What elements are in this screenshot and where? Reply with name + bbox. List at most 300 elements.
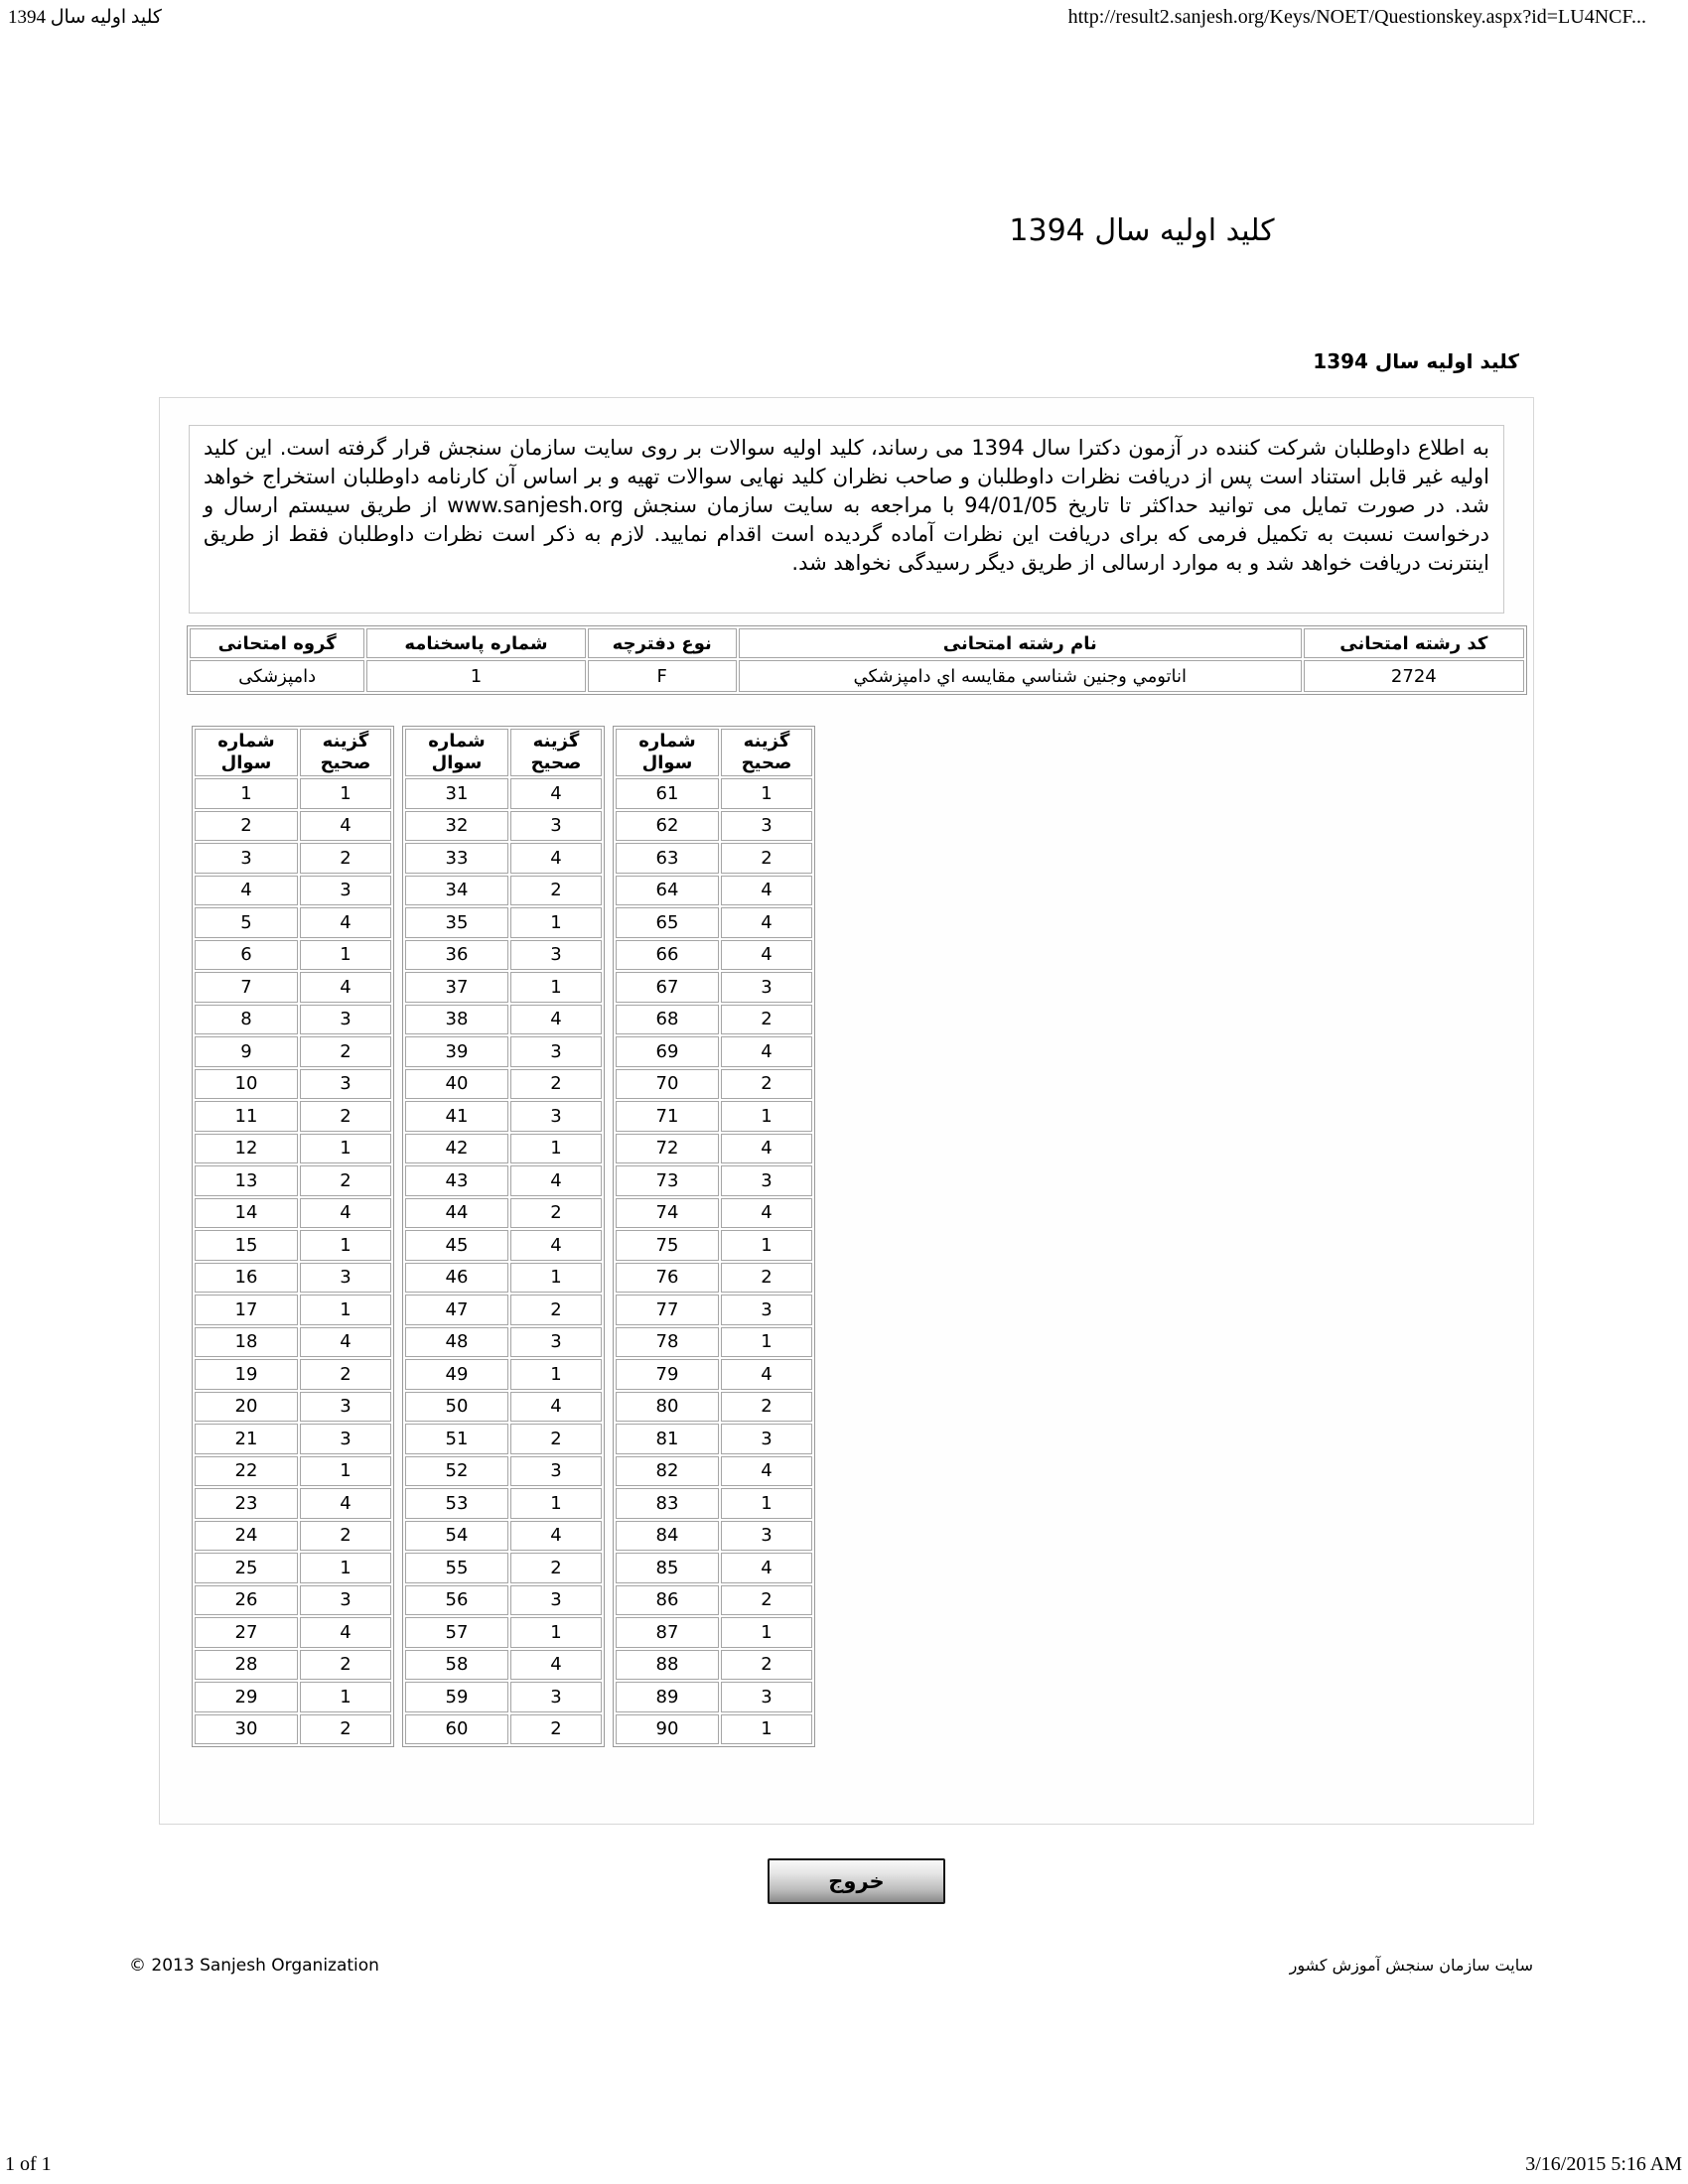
answer-row: [405, 1682, 602, 1712]
answer-row: [195, 907, 391, 938]
correct-option: 1: [721, 1488, 812, 1519]
question-number: 86: [616, 1585, 719, 1616]
correct-option: 3: [510, 1036, 602, 1067]
correct-option: 1: [721, 1230, 812, 1261]
question-number: 42: [405, 1134, 508, 1164]
answer-header-row: [195, 729, 391, 776]
correct-option: 1: [300, 778, 391, 809]
answer-row: [405, 778, 602, 809]
print-datetime: 3/16/2015 5:16 AM: [1525, 2153, 1682, 2175]
correct-option: 2: [721, 1263, 812, 1294]
answer-row: [405, 972, 602, 1003]
answer-row: [195, 1230, 391, 1261]
correct-option: 1: [510, 1134, 602, 1164]
question-number: 32: [405, 811, 508, 842]
answer-row: [405, 1036, 602, 1067]
page-number: 1 of 1: [5, 2153, 52, 2175]
print-header-url: http://result2.sanjesh.org/Keys/NOET/Questionskey.aspx?id=LU4NCF...: [1067, 6, 1646, 28]
question-number: 69: [616, 1036, 719, 1067]
question-number: 18: [195, 1327, 298, 1358]
answer-row: [195, 1069, 391, 1100]
info-header-row: [190, 628, 1524, 658]
page-title: کلید اولیه سال 1394: [1009, 213, 1275, 248]
question-number: 8: [195, 1005, 298, 1035]
question-number: 71: [616, 1101, 719, 1132]
question-number: 46: [405, 1263, 508, 1294]
answer-row: [405, 1295, 602, 1325]
question-number: 22: [195, 1456, 298, 1487]
value-exam-code: 2724: [1304, 660, 1524, 692]
value-booklet-type: F: [588, 660, 737, 692]
correct-option: 1: [510, 1263, 602, 1294]
header-answersheet-number: شماره پاسخنامه: [366, 628, 585, 658]
correct-option: 1: [721, 1101, 812, 1132]
answer-row: [616, 1134, 812, 1164]
answer-row: [195, 843, 391, 874]
value-exam-group: دامپزشکی: [190, 660, 364, 692]
answer-row: [616, 876, 812, 906]
answer-row: [405, 1553, 602, 1583]
question-number: 79: [616, 1359, 719, 1390]
answer-row: [195, 778, 391, 809]
correct-option: 3: [721, 1165, 812, 1196]
answer-row: [195, 1198, 391, 1229]
correct-option: 3: [510, 1101, 602, 1132]
answer-row: [616, 940, 812, 971]
correct-option: 1: [721, 1327, 812, 1358]
correct-option: 3: [721, 1295, 812, 1325]
correct-option: 3: [510, 811, 602, 842]
correct-option: 2: [300, 1650, 391, 1681]
question-number: 80: [616, 1392, 719, 1423]
correct-option: 2: [510, 1714, 602, 1745]
answer-row: [195, 1005, 391, 1035]
answer-row: [195, 1134, 391, 1164]
correct-option: 1: [300, 1295, 391, 1325]
correct-option: 3: [721, 811, 812, 842]
answer-row: [616, 811, 812, 842]
question-number: 90: [616, 1714, 719, 1745]
question-number: 27: [195, 1617, 298, 1648]
question-number: 63: [616, 843, 719, 874]
correct-option: 3: [510, 1327, 602, 1358]
correct-option: 2: [510, 1295, 602, 1325]
answer-row: [616, 907, 812, 938]
correct-option: 4: [300, 1327, 391, 1358]
correct-option: 3: [510, 1456, 602, 1487]
correct-option: 4: [510, 1230, 602, 1261]
question-number: 6: [195, 940, 298, 971]
question-number: 51: [405, 1424, 508, 1454]
correct-option: 2: [300, 1101, 391, 1132]
correct-option: 3: [510, 1682, 602, 1712]
answer-row: [405, 1424, 602, 1454]
question-number: 40: [405, 1069, 508, 1100]
correct-option: 2: [510, 1069, 602, 1100]
answer-row: [405, 1521, 602, 1552]
question-number: 66: [616, 940, 719, 971]
question-number: 29: [195, 1682, 298, 1712]
correct-option: 4: [721, 1553, 812, 1583]
question-number: 50: [405, 1392, 508, 1423]
question-number: 36: [405, 940, 508, 971]
page-subtitle: کلید اولیه سال 1394: [1313, 349, 1519, 373]
correct-option: 3: [300, 1392, 391, 1423]
question-number-header: شماره سوال: [195, 729, 298, 776]
answer-row: [195, 1424, 391, 1454]
answer-row: [616, 1295, 812, 1325]
answer-row: [616, 1036, 812, 1067]
correct-option: 1: [300, 1682, 391, 1712]
notice-text: به اطلاع داوطلبان شرکت کننده در آزمون دکترا سال 1394 می رساند، کلید اولیه سوالات بر روی سایت سازمان سنجش قرار گرفته است. این کلید اولیه غیر قابل استناد است پس از دریافت نظرات داوطلبان و صاحب نظران کلید نهایی سوالات تهیه و بر اساس آن کارنامه داوطلبان استخراج خواهد شد. در صورت تمایل می توانید حداکثر تا تاریخ 94/01/05 با مراجعه به سایت سازمان سنجش www.sanjesh.org از طریق سیستم ارسال و درخواست نسبت به تکمیل فرمی که برای دریافت این نظرات آماده گردیده است اقدام نمایید. لازم به ذکر است نظرات داوطلبان فقط از طریق اینترنت دریافت خواهد شد و به موارد ارسالی از طریق دیگر رسیدگی نخواهد شد.: [204, 436, 1490, 575]
question-number: 13: [195, 1165, 298, 1196]
question-number: 44: [405, 1198, 508, 1229]
answer-row: [616, 843, 812, 874]
answer-row: [616, 1327, 812, 1358]
correct-option: 4: [510, 778, 602, 809]
question-number: 89: [616, 1682, 719, 1712]
answer-row: [195, 1553, 391, 1583]
correct-option: 1: [300, 1134, 391, 1164]
correct-option: 2: [300, 843, 391, 874]
question-number: 37: [405, 972, 508, 1003]
question-number: 34: [405, 876, 508, 906]
answer-row: [195, 811, 391, 842]
answer-row: [616, 1553, 812, 1583]
correct-option: 4: [510, 1392, 602, 1423]
question-number-header: شماره سوال: [405, 729, 508, 776]
question-number: 47: [405, 1295, 508, 1325]
answer-row: [405, 1165, 602, 1196]
answer-table-3: [613, 726, 815, 1747]
question-number: 74: [616, 1198, 719, 1229]
correct-option: 1: [721, 778, 812, 809]
answer-row: [195, 1585, 391, 1616]
correct-option: 1: [300, 1456, 391, 1487]
question-number: 10: [195, 1069, 298, 1100]
answer-row: [616, 1714, 812, 1745]
question-number: 82: [616, 1456, 719, 1487]
answer-row: [616, 1005, 812, 1035]
correct-option: 3: [721, 1682, 812, 1712]
correct-option: 4: [510, 1005, 602, 1035]
question-number: 4: [195, 876, 298, 906]
answer-row: [616, 1359, 812, 1390]
notice-box: [189, 425, 1504, 614]
correct-option: 4: [721, 940, 812, 971]
question-number: 76: [616, 1263, 719, 1294]
correct-option: 3: [300, 1424, 391, 1454]
correct-option: 1: [300, 940, 391, 971]
question-number: 25: [195, 1553, 298, 1583]
question-number: 56: [405, 1585, 508, 1616]
answer-row: [195, 876, 391, 906]
correct-option: 1: [300, 1230, 391, 1261]
answer-row: [616, 1069, 812, 1100]
answer-row: [405, 1392, 602, 1423]
question-number: 1: [195, 778, 298, 809]
question-number: 49: [405, 1359, 508, 1390]
question-number: 83: [616, 1488, 719, 1519]
question-number: 33: [405, 843, 508, 874]
correct-option: 4: [300, 1488, 391, 1519]
info-value-row: [190, 660, 1524, 692]
correct-option: 3: [721, 1424, 812, 1454]
correct-option: 3: [510, 940, 602, 971]
content-box: [159, 397, 1534, 1825]
question-number: 84: [616, 1521, 719, 1552]
answer-row: [405, 907, 602, 938]
correct-option: 4: [721, 1198, 812, 1229]
answer-row: [405, 1714, 602, 1745]
footer-site-name: سایت سازمان سنجش آموزش کشور: [1289, 1956, 1533, 1975]
answer-row: [405, 940, 602, 971]
header-field-name: نام رشته امتحانی: [739, 628, 1302, 658]
question-number: 78: [616, 1327, 719, 1358]
question-number: 35: [405, 907, 508, 938]
correct-option: 1: [300, 1553, 391, 1583]
answer-header-row: [405, 729, 602, 776]
question-number: 23: [195, 1488, 298, 1519]
answer-row: [405, 1069, 602, 1100]
correct-option: 4: [721, 907, 812, 938]
answer-row: [195, 1488, 391, 1519]
correct-option: 2: [510, 1198, 602, 1229]
question-number: 38: [405, 1005, 508, 1035]
question-number: 73: [616, 1165, 719, 1196]
question-number: 45: [405, 1230, 508, 1261]
correct-option: 3: [721, 1521, 812, 1552]
answer-row: [195, 972, 391, 1003]
answer-row: [405, 811, 602, 842]
correct-option: 4: [300, 1198, 391, 1229]
correct-option: 1: [721, 1617, 812, 1648]
correct-option: 4: [721, 876, 812, 906]
footer-copyright: © 2013 Sanjesh Organization: [129, 1956, 379, 1976]
correct-option: 4: [721, 1036, 812, 1067]
correct-option: 4: [300, 1617, 391, 1648]
correct-option: 1: [510, 972, 602, 1003]
answer-row: [616, 1263, 812, 1294]
correct-option: 2: [300, 1165, 391, 1196]
answer-row: [405, 843, 602, 874]
correct-option: 2: [721, 1392, 812, 1423]
answer-tables: [192, 726, 815, 1747]
answer-row: [405, 1263, 602, 1294]
header-exam-code: کد رشته امتحانی: [1304, 628, 1524, 658]
correct-option: 3: [300, 1069, 391, 1100]
question-number: 62: [616, 811, 719, 842]
question-number: 59: [405, 1682, 508, 1712]
correct-option: 3: [300, 876, 391, 906]
question-number: 2: [195, 811, 298, 842]
question-number: 41: [405, 1101, 508, 1132]
correct-option: 1: [510, 1488, 602, 1519]
answer-row: [616, 1617, 812, 1648]
correct-option: 3: [300, 1585, 391, 1616]
answer-row: [616, 1456, 812, 1487]
correct-option: 2: [721, 1069, 812, 1100]
answer-row: [616, 778, 812, 809]
question-number: 55: [405, 1553, 508, 1583]
correct-option: 4: [300, 907, 391, 938]
answer-row: [405, 1005, 602, 1035]
correct-option-header: گزینه صحیح: [721, 729, 812, 776]
correct-option: 1: [510, 907, 602, 938]
answer-row: [195, 1327, 391, 1358]
correct-option: 3: [721, 972, 812, 1003]
question-number: 21: [195, 1424, 298, 1454]
correct-option: 3: [510, 1585, 602, 1616]
question-number: 58: [405, 1650, 508, 1681]
question-number: 88: [616, 1650, 719, 1681]
question-number: 14: [195, 1198, 298, 1229]
question-number: 77: [616, 1295, 719, 1325]
answer-row: [195, 1682, 391, 1712]
question-number: 52: [405, 1456, 508, 1487]
question-number: 87: [616, 1617, 719, 1648]
answer-row: [195, 1165, 391, 1196]
exam-info-table: [187, 625, 1527, 695]
question-number: 85: [616, 1553, 719, 1583]
question-number: 5: [195, 907, 298, 938]
correct-option-header: گزینه صحیح: [300, 729, 391, 776]
answer-header-row: [616, 729, 812, 776]
correct-option-header: گزینه صحیح: [510, 729, 602, 776]
answer-table-2: [402, 726, 605, 1747]
correct-option: 4: [300, 811, 391, 842]
question-number: 26: [195, 1585, 298, 1616]
question-number: 70: [616, 1069, 719, 1100]
question-number: 3: [195, 843, 298, 874]
question-number: 75: [616, 1230, 719, 1261]
question-number: 20: [195, 1392, 298, 1423]
answer-row: [616, 1521, 812, 1552]
question-number: 54: [405, 1521, 508, 1552]
correct-option: 1: [510, 1617, 602, 1648]
answer-row: [405, 1327, 602, 1358]
question-number: 12: [195, 1134, 298, 1164]
correct-option: 2: [510, 1424, 602, 1454]
header-exam-group: گروه امتحانی: [190, 628, 364, 658]
answer-row: [616, 972, 812, 1003]
question-number: 31: [405, 778, 508, 809]
answer-row: [405, 1198, 602, 1229]
question-number: 16: [195, 1263, 298, 1294]
question-number: 7: [195, 972, 298, 1003]
answer-row: [405, 1101, 602, 1132]
question-number: 28: [195, 1650, 298, 1681]
correct-option: 4: [300, 972, 391, 1003]
question-number: 17: [195, 1295, 298, 1325]
answer-row: [405, 1359, 602, 1390]
answer-row: [405, 1230, 602, 1261]
correct-option: 2: [510, 876, 602, 906]
question-number: 68: [616, 1005, 719, 1035]
question-number: 60: [405, 1714, 508, 1745]
answer-row: [616, 1488, 812, 1519]
answer-row: [195, 1036, 391, 1067]
answer-row: [616, 1392, 812, 1423]
answer-row: [195, 1295, 391, 1325]
question-number: 67: [616, 972, 719, 1003]
question-number: 81: [616, 1424, 719, 1454]
correct-option: 4: [510, 843, 602, 874]
answer-row: [616, 1682, 812, 1712]
question-number: 24: [195, 1521, 298, 1552]
question-number: 61: [616, 778, 719, 809]
correct-option: 4: [721, 1134, 812, 1164]
question-number: 43: [405, 1165, 508, 1196]
correct-option: 2: [300, 1036, 391, 1067]
answer-row: [405, 1134, 602, 1164]
value-field-name: اناتومي وجنين شناسي مقايسه اي دامپزشكي: [739, 660, 1302, 692]
question-number: 57: [405, 1617, 508, 1648]
answer-row: [405, 1488, 602, 1519]
correct-option: 2: [300, 1714, 391, 1745]
answer-row: [195, 1263, 391, 1294]
answer-row: [195, 1521, 391, 1552]
answer-row: [195, 1650, 391, 1681]
correct-option: 2: [721, 1005, 812, 1035]
correct-option: 1: [510, 1359, 602, 1390]
question-number: 53: [405, 1488, 508, 1519]
question-number: 19: [195, 1359, 298, 1390]
answer-table-1: [192, 726, 394, 1747]
answer-row: [195, 1101, 391, 1132]
question-number: 72: [616, 1134, 719, 1164]
answer-row: [195, 1359, 391, 1390]
correct-option: 4: [510, 1165, 602, 1196]
question-number: 48: [405, 1327, 508, 1358]
exit-button[interactable]: خروج: [768, 1858, 945, 1904]
answer-row: [405, 1650, 602, 1681]
answer-row: [405, 1585, 602, 1616]
question-number-header: شماره سوال: [616, 729, 719, 776]
answer-row: [405, 1456, 602, 1487]
correct-option: 4: [510, 1650, 602, 1681]
answer-row: [616, 1424, 812, 1454]
correct-option: 3: [300, 1005, 391, 1035]
answer-row: [616, 1165, 812, 1196]
print-header-title: کلید اولیه سال 1394: [8, 7, 162, 28]
correct-option: 4: [721, 1359, 812, 1390]
question-number: 39: [405, 1036, 508, 1067]
answer-row: [195, 1714, 391, 1745]
answer-row: [195, 1392, 391, 1423]
correct-option: 2: [300, 1359, 391, 1390]
correct-option: 2: [721, 1585, 812, 1616]
answer-row: [616, 1198, 812, 1229]
answer-row: [616, 1650, 812, 1681]
correct-option: 2: [721, 1650, 812, 1681]
answer-row: [616, 1230, 812, 1261]
answer-row: [195, 940, 391, 971]
correct-option: 4: [510, 1521, 602, 1552]
correct-option: 2: [300, 1521, 391, 1552]
question-number: 11: [195, 1101, 298, 1132]
answer-row: [195, 1617, 391, 1648]
question-number: 65: [616, 907, 719, 938]
question-number: 64: [616, 876, 719, 906]
correct-option: 3: [300, 1263, 391, 1294]
question-number: 9: [195, 1036, 298, 1067]
answer-row: [405, 1617, 602, 1648]
answer-row: [616, 1585, 812, 1616]
header-booklet-type: نوع دفترچه: [588, 628, 737, 658]
correct-option: 4: [721, 1456, 812, 1487]
answer-row: [616, 1101, 812, 1132]
